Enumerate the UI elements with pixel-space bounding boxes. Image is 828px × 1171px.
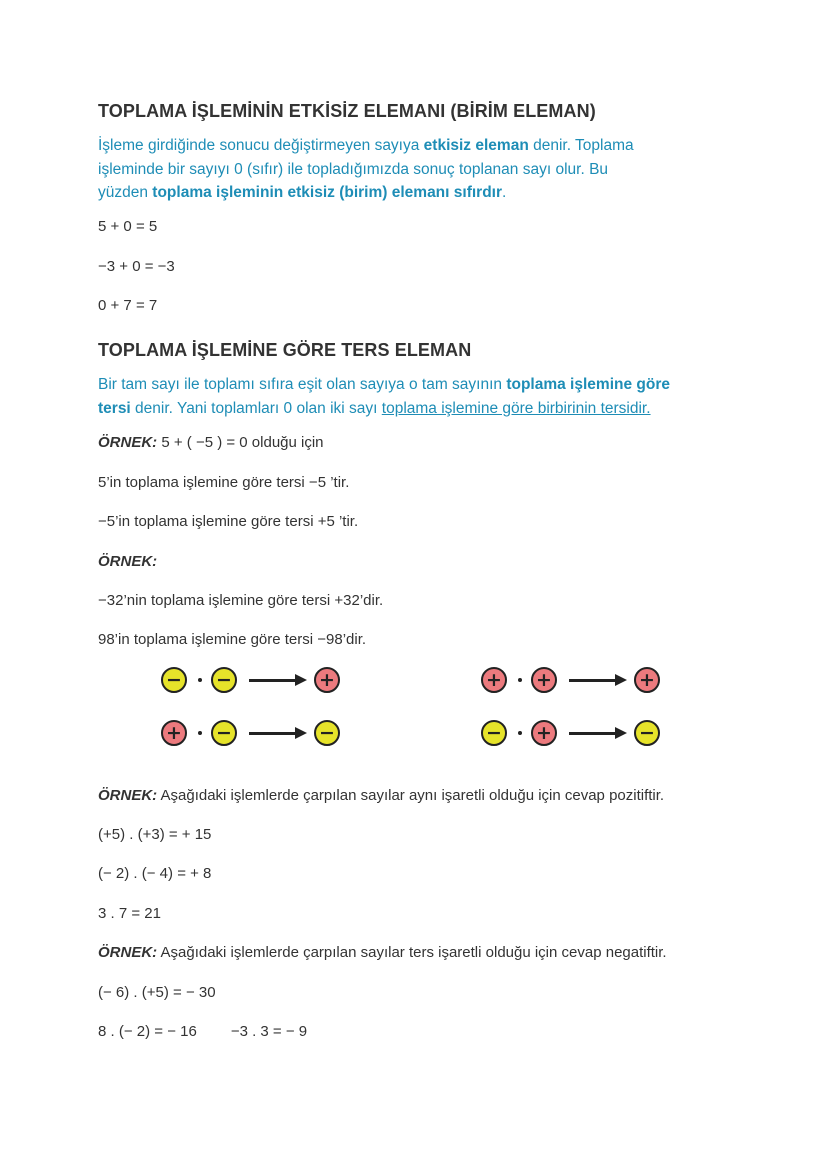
sign-symbol: + bbox=[536, 721, 552, 744]
sign-symbol: − bbox=[166, 668, 182, 691]
identity-example-3: 0 + 7 = 7 bbox=[98, 297, 158, 314]
minus-sign-icon bbox=[481, 720, 507, 746]
sign-symbol: + bbox=[319, 668, 335, 691]
inverse-paragraph: Bir tam sayı ile toplamı sıfıra eşit olan sayıya o tam sayının toplama işlemine göre tersi denir. Yani toplamları 0 olan iki sayı toplama işlemine göre birbirinin tersidir. bbox=[98, 376, 670, 417]
sign-symbol: + bbox=[639, 668, 655, 691]
minus-sign-icon bbox=[161, 667, 187, 693]
positive-line-2: (− 2) . (− 4) = + 8 bbox=[98, 865, 212, 882]
sign-symbol: − bbox=[216, 721, 232, 744]
sign-symbol: − bbox=[319, 721, 335, 744]
inverse-example-heading: ÖRNEK: 5 + ( −5 ) = 0 olduğu için bbox=[98, 434, 324, 451]
minus-sign-icon bbox=[211, 667, 237, 693]
identity-paragraph: İşleme girdiğinde sonucu değiştirmeyen sayıya etkisiz eleman denir. Toplama işleminde bir sayıyı 0 (sıfır) ile topladığımızda sonuç toplanan sayı olur. Bu yüzden toplama işleminin etkisiz (birim) elemanı sıfırdır. bbox=[98, 137, 634, 201]
right-arrow-icon bbox=[249, 732, 297, 735]
multiply-dot-icon bbox=[518, 678, 522, 682]
sign-symbol: − bbox=[216, 668, 232, 691]
sign-symbol: + bbox=[536, 668, 552, 691]
sign-symbol: − bbox=[639, 721, 655, 744]
inverse-line-2: −5’in toplama işlemine göre tersi +5 ’tir. bbox=[98, 513, 359, 530]
sign-symbol: + bbox=[166, 721, 182, 744]
right-arrow-icon bbox=[249, 679, 297, 682]
sign-symbol: + bbox=[486, 668, 502, 691]
multiply-dot-icon bbox=[198, 731, 202, 735]
negative-line-2: 8 . (− 2) = − 16 −3 . 3 = − 9 bbox=[98, 1023, 308, 1040]
minus-sign-icon bbox=[211, 720, 237, 746]
identity-example-1: 5 + 0 = 5 bbox=[98, 218, 158, 235]
multiply-dot-icon bbox=[518, 731, 522, 735]
plus-sign-icon bbox=[531, 720, 557, 746]
positive-line-1: (+5) . (+3) = + 15 bbox=[98, 826, 212, 843]
inverse-example-heading-2: ÖRNEK: bbox=[98, 553, 158, 570]
inverse-line-1: 5’in toplama işlemine göre tersi −5 ’tir. bbox=[98, 474, 350, 491]
right-arrow-icon bbox=[569, 679, 617, 682]
positive-example-heading: ÖRNEK: Aşağıdaki işlemlerde çarpılan sayılar aynı işaretli olduğu için cevap pozitiftir. bbox=[98, 787, 665, 804]
minus-sign-icon bbox=[314, 720, 340, 746]
identity-example-2: −3 + 0 = −3 bbox=[98, 258, 175, 275]
plus-sign-icon bbox=[634, 667, 660, 693]
plus-sign-icon bbox=[161, 720, 187, 746]
inverse-line-3: −32’nin toplama işlemine göre tersi +32’dir. bbox=[98, 592, 384, 609]
section-title-inverse-element: TOPLAMA İŞLEMİNE GÖRE TERS ELEMAN bbox=[98, 340, 472, 360]
inverse-line-4: 98’in toplama işlemine göre tersi −98’dir. bbox=[98, 631, 367, 648]
positive-line-3: 3 . 7 = 21 bbox=[98, 905, 161, 922]
negative-line-1: (− 6) . (+5) = − 30 bbox=[98, 984, 216, 1001]
negative-example-heading: ÖRNEK: Aşağıdaki işlemlerde çarpılan sayılar ters işaretli olduğu için cevap negatiftir. bbox=[98, 944, 667, 961]
section-title-identity-element: TOPLAMA İŞLEMİNİN ETKİSİZ ELEMANI (BİRİM ELEMAN) bbox=[98, 101, 596, 121]
sign-symbol: − bbox=[486, 721, 502, 744]
plus-sign-icon bbox=[531, 667, 557, 693]
right-arrow-icon bbox=[569, 732, 617, 735]
plus-sign-icon bbox=[481, 667, 507, 693]
minus-sign-icon bbox=[634, 720, 660, 746]
multiply-dot-icon bbox=[198, 678, 202, 682]
plus-sign-icon bbox=[314, 667, 340, 693]
